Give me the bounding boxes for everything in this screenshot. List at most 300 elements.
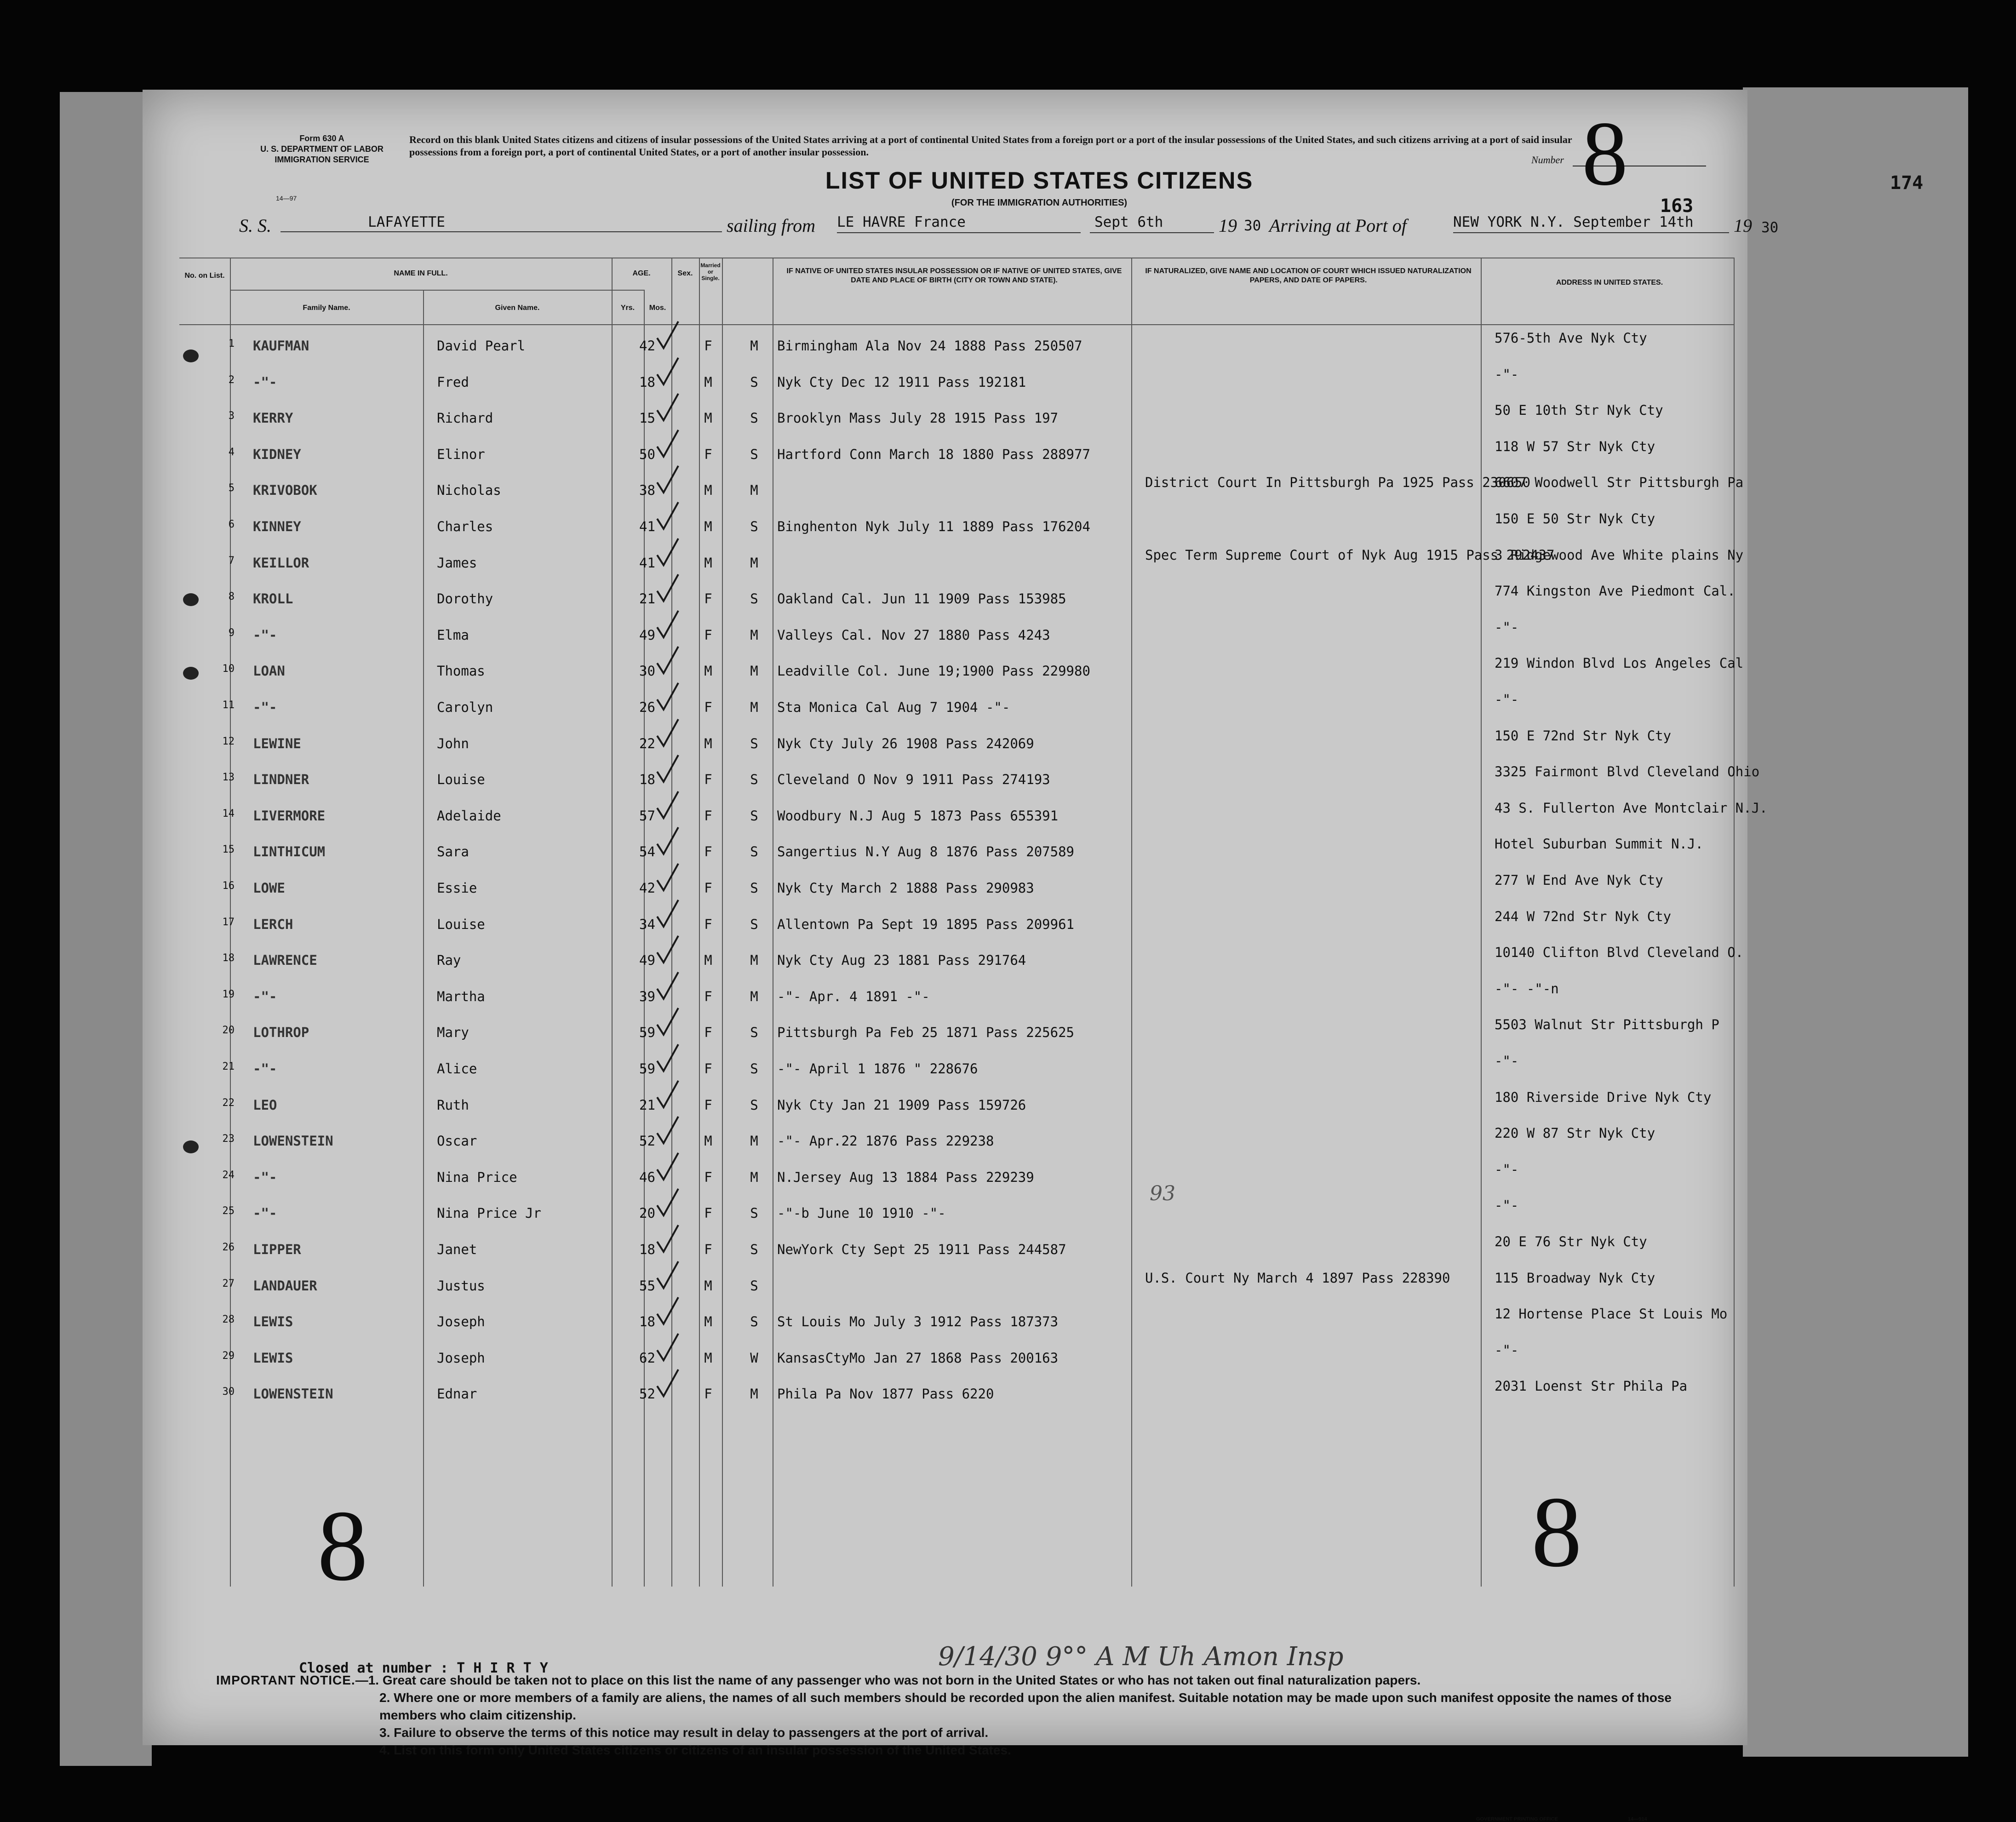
given-name: Joseph bbox=[437, 1350, 485, 1366]
year-suffix-1: 30 bbox=[1244, 218, 1261, 234]
family-name: -"- bbox=[253, 1169, 277, 1185]
notice-item-3: 3. Failure to observe the terms of this notice may result in delay to passengers at the port of arrival. bbox=[379, 1725, 989, 1740]
row-number: 3 bbox=[228, 410, 235, 422]
us-address: 3325 Fairmont Blvd Cleveland Ohio bbox=[1495, 764, 1760, 780]
row-number: 12 bbox=[222, 735, 235, 747]
age-years: 30 bbox=[639, 663, 655, 679]
row-number: 19 bbox=[222, 988, 235, 1000]
us-address: -"- bbox=[1495, 1161, 1519, 1177]
family-name: LOWE bbox=[253, 880, 285, 896]
birth-place-date: KansasCtyMo Jan 27 1868 Pass 200163 bbox=[777, 1350, 1059, 1366]
check-mark-icon bbox=[655, 1260, 681, 1292]
birth-place-date: Oakland Cal. Jun 11 1909 Pass 153985 bbox=[777, 591, 1066, 607]
family-name: LEWINE bbox=[253, 735, 301, 751]
sailing-from-label: sailing from bbox=[727, 215, 815, 236]
col-header-native: IF NATIVE OF UNITED STATES INSULAR POSSESSION OR IF NATIVE OF UNITED STATES, GIVE DATE AND PLACE OF BIRTH (CITY OR TOWN AND STATE). bbox=[786, 267, 1122, 284]
family-name: LOAN bbox=[253, 663, 285, 679]
row-number: 26 bbox=[222, 1242, 235, 1253]
age-years: 41 bbox=[639, 555, 655, 571]
marital-status: S bbox=[750, 591, 758, 607]
left-page-edge bbox=[60, 92, 152, 1766]
sex: F bbox=[704, 1242, 712, 1257]
notice-heading: IMPORTANT NOTICE. bbox=[216, 1673, 355, 1687]
family-name: LAWRENCE bbox=[253, 952, 317, 968]
age-years: 49 bbox=[639, 627, 655, 643]
page-title: LIST OF UNITED STATES CITIZENS bbox=[825, 167, 1254, 194]
family-name: KRIVOBOK bbox=[253, 482, 317, 498]
birth-place-date: Valleys Cal. Nov 27 1880 Pass 4243 bbox=[777, 627, 1050, 643]
family-name: KAUFMAN bbox=[253, 338, 309, 354]
us-address: -"- -"-n bbox=[1495, 980, 1559, 997]
notice-item-1-text: —1. Great care should be taken not to place on this list the name of any passenger who was not born in the United States or who has not taken out final naturalization papers. bbox=[355, 1673, 1421, 1687]
col-header-address: ADDRESS IN UNITED STATES. bbox=[1556, 279, 1663, 286]
marital-status: S bbox=[750, 772, 758, 788]
age-years: 21 bbox=[639, 591, 655, 607]
birth-place-date: -"- Apr. 4 1891 -"- bbox=[777, 988, 930, 1004]
age-years: 18 bbox=[639, 1314, 655, 1330]
sex: M bbox=[704, 735, 712, 751]
given-name: Thomas bbox=[437, 663, 485, 679]
check-mark-icon bbox=[655, 790, 681, 822]
sex: F bbox=[704, 591, 712, 607]
birth-place-date: Brooklyn Mass July 28 1915 Pass 197 bbox=[777, 410, 1059, 426]
row-number: 21 bbox=[222, 1061, 235, 1072]
given-name: John bbox=[437, 735, 469, 751]
marital-status: W bbox=[750, 1350, 758, 1366]
family-name: LANDAUER bbox=[253, 1278, 317, 1294]
age-years: 59 bbox=[639, 1061, 655, 1077]
manifest-sheet bbox=[143, 90, 1779, 1822]
sex: F bbox=[704, 699, 712, 715]
given-name: Louise bbox=[437, 916, 485, 932]
form-issuer bbox=[253, 133, 391, 165]
row-number: 8 bbox=[228, 591, 235, 603]
year-prefix-1: 19 bbox=[1219, 215, 1237, 236]
big-number-right: 8 bbox=[1531, 1476, 1582, 1588]
check-mark-icon bbox=[655, 934, 681, 966]
sex: M bbox=[704, 1278, 712, 1294]
marital-status: S bbox=[750, 1242, 758, 1257]
row-number: 28 bbox=[222, 1314, 235, 1326]
marital-status: M bbox=[750, 952, 758, 968]
given-name: Joseph bbox=[437, 1314, 485, 1330]
birth-place-date: Nyk Cty Jan 21 1909 Pass 159726 bbox=[777, 1097, 1026, 1113]
page-subtitle: (FOR THE IMMIGRATION AUTHORITIES) bbox=[951, 198, 1128, 208]
family-name: KIDNEY bbox=[253, 446, 301, 462]
row-number: 18 bbox=[222, 952, 235, 964]
check-mark-icon bbox=[655, 1151, 681, 1183]
age-years: 46 bbox=[639, 1169, 655, 1185]
sex: F bbox=[704, 1097, 712, 1113]
row-number: 6 bbox=[228, 519, 235, 530]
us-address: -"- bbox=[1495, 619, 1519, 635]
age-years: 42 bbox=[639, 880, 655, 896]
us-address: 6607 Woodwell Str Pittsburgh Pa bbox=[1495, 475, 1744, 491]
birth-place-date: Allentown Pa Sept 19 1895 Pass 209961 bbox=[777, 916, 1075, 932]
page-number: 174 bbox=[1890, 172, 1924, 194]
form-number: Form 630 A bbox=[299, 134, 344, 143]
row-number: 7 bbox=[228, 555, 235, 567]
departure-port: LE HAVRE France bbox=[837, 214, 1081, 233]
family-name: -"- bbox=[253, 988, 277, 1004]
marital-status: S bbox=[750, 1025, 758, 1041]
age-years: 18 bbox=[639, 1242, 655, 1257]
row-number: 14 bbox=[222, 808, 235, 819]
row-number: 24 bbox=[222, 1169, 235, 1181]
given-name: Elma bbox=[437, 627, 469, 643]
marital-status: S bbox=[750, 808, 758, 824]
col-header-married: Married or Single. bbox=[700, 262, 721, 281]
family-name: KINNEY bbox=[253, 519, 301, 534]
us-address: 576-5th Ave Nyk Cty bbox=[1495, 330, 1647, 346]
us-address: -"- bbox=[1495, 1342, 1519, 1358]
family-name: LEWIS bbox=[253, 1350, 293, 1366]
punch-hole bbox=[183, 350, 199, 362]
number-label: Number bbox=[1531, 154, 1564, 166]
birth-place-date: Nyk Cty March 2 1888 Pass 290983 bbox=[777, 880, 1034, 896]
us-address: -"- bbox=[1495, 1197, 1519, 1214]
age-years: 57 bbox=[639, 808, 655, 824]
age-years: 39 bbox=[639, 988, 655, 1004]
age-years: 49 bbox=[639, 952, 655, 968]
col-header-naturalized: IF NATURALIZED, GIVE NAME AND LOCATION OF COURT WHICH ISSUED NATURALIZATION PAPERS, AND DATE OF PAPERS. bbox=[1145, 267, 1472, 284]
us-address: 219 Windon Blvd Los Angeles Cal bbox=[1495, 655, 1744, 671]
us-address: 5503 Walnut Str Pittsburgh P bbox=[1495, 1017, 1719, 1033]
closed-value: T H I R T Y bbox=[457, 1660, 548, 1676]
us-address: -"- bbox=[1495, 692, 1519, 707]
family-name: KROLL bbox=[253, 591, 293, 607]
marital-status: S bbox=[750, 844, 758, 860]
family-name: LIVERMORE bbox=[253, 808, 326, 824]
marital-status: M bbox=[750, 627, 758, 643]
row-number: 11 bbox=[222, 699, 235, 711]
notice-item-1 bbox=[216, 1672, 1697, 1689]
col-header-age: AGE. bbox=[632, 269, 651, 277]
given-name: Adelaide bbox=[437, 808, 501, 824]
check-mark-icon bbox=[655, 609, 681, 641]
us-address: 12 Hortense Place St Louis Mo bbox=[1495, 1306, 1728, 1322]
birth-place-date: Nyk Cty Dec 12 1911 Pass 192181 bbox=[777, 374, 1026, 390]
age-years: 62 bbox=[639, 1350, 655, 1366]
marital-status: S bbox=[750, 519, 758, 534]
birth-place-date: Sta Monica Cal Aug 7 1904 -"- bbox=[777, 699, 1010, 715]
punch-hole bbox=[183, 667, 199, 680]
family-name: -"- bbox=[253, 627, 277, 643]
important-notice bbox=[216, 1672, 1697, 1759]
birth-place-date: Nyk Cty Aug 23 1881 Pass 291764 bbox=[777, 952, 1026, 968]
given-name: Mary bbox=[437, 1025, 469, 1041]
check-mark-icon bbox=[655, 1295, 681, 1328]
col-header-name: NAME IN FULL. bbox=[394, 269, 448, 277]
age-years: 55 bbox=[639, 1278, 655, 1294]
marital-status: S bbox=[750, 1061, 758, 1077]
us-address: 180 Riverside Drive Nyk Cty bbox=[1495, 1089, 1712, 1105]
given-name: Martha bbox=[437, 988, 485, 1004]
check-mark-icon bbox=[655, 753, 681, 785]
us-address: 2031 Loenst Str Phila Pa bbox=[1495, 1378, 1688, 1394]
family-name: KEILLOR bbox=[253, 555, 309, 571]
given-name: Nicholas bbox=[437, 482, 501, 498]
us-address: 20 E 76 Str Nyk Cty bbox=[1495, 1234, 1647, 1249]
sex: F bbox=[704, 916, 712, 932]
check-mark-icon bbox=[655, 1115, 681, 1147]
ship-name: LAFAYETTE bbox=[281, 214, 722, 232]
sex: F bbox=[704, 808, 712, 824]
notice-item-2: 2. Where one or more members of a family are aliens, the names of all such members should be recorded upon the alien manifest. Suitable notation may be made upon such manifest opposite the names of those members who claim citizenship. bbox=[379, 1690, 1672, 1722]
age-years: 18 bbox=[639, 772, 655, 788]
sex: F bbox=[704, 627, 712, 643]
check-mark-icon bbox=[655, 356, 681, 388]
us-address: 43 S. Fullerton Ave Montclair N.J. bbox=[1495, 800, 1768, 816]
family-name: LOTHROP bbox=[253, 1025, 309, 1041]
age-years: 52 bbox=[639, 1386, 655, 1402]
birth-place-date: Pittsburgh Pa Feb 25 1871 Pass 225625 bbox=[777, 1025, 1075, 1041]
check-mark-icon bbox=[655, 1332, 681, 1364]
row-number: 1 bbox=[228, 338, 235, 350]
list-number: 8 bbox=[1582, 103, 1628, 205]
marital-status: S bbox=[750, 735, 758, 751]
given-name: Carolyn bbox=[437, 699, 493, 715]
check-mark-icon bbox=[655, 825, 681, 858]
check-mark-icon bbox=[655, 898, 681, 930]
birth-place-date: St Louis Mo July 3 1912 Pass 187373 bbox=[777, 1314, 1059, 1330]
sex: F bbox=[704, 338, 712, 354]
check-mark-icon bbox=[655, 573, 681, 605]
sex: F bbox=[704, 1025, 712, 1041]
marital-status: S bbox=[750, 1205, 758, 1221]
given-name: Ruth bbox=[437, 1097, 469, 1113]
age-years: 21 bbox=[639, 1097, 655, 1113]
sex: M bbox=[704, 663, 712, 679]
ss-label: S. S. bbox=[239, 215, 271, 236]
family-name: LEO bbox=[253, 1097, 277, 1113]
closed-label: Closed at number : bbox=[299, 1660, 449, 1676]
sex: F bbox=[704, 1205, 712, 1221]
row-number: 4 bbox=[228, 446, 235, 458]
arrival-port-date: NEW YORK N.Y. September 14th bbox=[1453, 214, 1729, 233]
given-name: Louise bbox=[437, 772, 485, 788]
check-mark-icon bbox=[655, 392, 681, 424]
given-name: Elinor bbox=[437, 446, 485, 462]
check-mark-icon bbox=[655, 645, 681, 677]
sex: F bbox=[704, 1169, 712, 1185]
given-name: Nina Price bbox=[437, 1169, 517, 1185]
check-mark-icon bbox=[655, 320, 681, 352]
naturalization: U.S. Court Ny March 4 1897 Pass 228390 bbox=[1145, 1270, 1450, 1286]
age-years: 22 bbox=[639, 735, 655, 751]
marital-status: M bbox=[750, 699, 758, 715]
form-code: 14—97 bbox=[276, 195, 297, 202]
us-address: 118 W 57 Str Nyk Cty bbox=[1495, 438, 1655, 454]
sex: F bbox=[704, 1061, 712, 1077]
check-mark-icon bbox=[655, 1079, 681, 1111]
given-name: David Pearl bbox=[437, 338, 526, 354]
check-mark-icon bbox=[655, 970, 681, 1003]
right-page-edge bbox=[1743, 87, 1968, 1757]
given-name: Janet bbox=[437, 1242, 477, 1257]
us-address: -"- bbox=[1495, 1053, 1519, 1069]
given-name: James bbox=[437, 555, 477, 571]
age-years: 34 bbox=[639, 916, 655, 932]
margin-note: 93 bbox=[1150, 1182, 1175, 1205]
check-mark-icon bbox=[655, 717, 681, 750]
age-years: 20 bbox=[639, 1205, 655, 1221]
year-prefix-2: 19 bbox=[1734, 215, 1752, 236]
age-years: 52 bbox=[639, 1133, 655, 1149]
family-name: -"- bbox=[253, 1205, 277, 1221]
sex: F bbox=[704, 844, 712, 860]
row-number: 25 bbox=[222, 1205, 235, 1217]
family-name: LEWIS bbox=[253, 1314, 293, 1330]
col-header-no: No. on List. bbox=[184, 272, 225, 280]
col-header-mos: Mos. bbox=[649, 304, 666, 312]
col-header-yrs: Yrs. bbox=[620, 304, 635, 312]
given-name: Justus bbox=[437, 1278, 485, 1294]
sex: M bbox=[704, 555, 712, 571]
us-address: 3 Ridgewood Ave White plains Ny bbox=[1495, 547, 1744, 563]
family-name: LINTHICUM bbox=[253, 844, 326, 860]
marital-status: M bbox=[750, 1169, 758, 1185]
row-number: 13 bbox=[222, 772, 235, 784]
check-mark-icon bbox=[655, 537, 681, 569]
us-address: 277 W End Ave Nyk Cty bbox=[1495, 872, 1663, 888]
form-instructions: Record on this blank United States citizens and citizens of insular possessions of the United States arriving at a port of continental United States from a foreign port or a port of the insular possessions of the United States, and such citizens arriving at a port of said insular possessions from a foreign port, a port of continental United States, or a port of another insular possession. bbox=[409, 134, 1572, 158]
family-name: LIPPER bbox=[253, 1242, 301, 1257]
age-years: 54 bbox=[639, 844, 655, 860]
birth-place-date: -"-b June 10 1910 -"- bbox=[777, 1205, 946, 1221]
birth-place-date: -"- April 1 1876 " 228676 bbox=[777, 1061, 978, 1077]
sex: M bbox=[704, 519, 712, 534]
col-header-given: Given Name. bbox=[495, 304, 540, 312]
age-years: 15 bbox=[639, 410, 655, 426]
family-name: LOWENSTEIN bbox=[253, 1386, 333, 1402]
marital-status: S bbox=[750, 1097, 758, 1113]
birth-place-date: Sangertius N.Y Aug 8 1876 Pass 207589 bbox=[777, 844, 1075, 860]
name-header-rule bbox=[230, 290, 644, 291]
family-name: LINDNER bbox=[253, 772, 309, 788]
age-years: 50 bbox=[639, 446, 655, 462]
sex: M bbox=[704, 410, 712, 426]
check-mark-icon bbox=[655, 428, 681, 460]
marital-status: M bbox=[750, 555, 758, 571]
marital-status: M bbox=[750, 1386, 758, 1402]
age-years: 26 bbox=[639, 699, 655, 715]
department: U. S. DEPARTMENT OF LABOR bbox=[260, 144, 384, 154]
row-number: 15 bbox=[222, 844, 235, 856]
row-number: 17 bbox=[222, 916, 235, 928]
arriving-label: Arriving at Port of bbox=[1269, 215, 1407, 236]
given-name: Ednar bbox=[437, 1386, 477, 1402]
row-number: 22 bbox=[222, 1097, 235, 1109]
sex: F bbox=[704, 772, 712, 788]
check-mark-icon bbox=[655, 1187, 681, 1219]
given-name: Alice bbox=[437, 1061, 477, 1077]
sex: M bbox=[704, 952, 712, 968]
service: IMMIGRATION SERVICE bbox=[275, 155, 369, 164]
check-mark-icon bbox=[655, 500, 681, 533]
marital-status: M bbox=[750, 482, 758, 498]
printer: GOVERNMENT PRINTING OFFICE bbox=[1476, 1816, 1558, 1822]
us-address: 774 Kingston Ave Piedmont Cal. bbox=[1495, 583, 1735, 599]
row-number: 20 bbox=[222, 1025, 235, 1037]
sex: M bbox=[704, 1350, 712, 1366]
birth-place-date: Birmingham Ala Nov 24 1888 Pass 250507 bbox=[777, 338, 1082, 354]
family-name: LOWENSTEIN bbox=[253, 1133, 333, 1149]
family-name: -"- bbox=[253, 374, 277, 390]
header-bottom-rule bbox=[179, 324, 1734, 325]
sex: M bbox=[704, 1133, 712, 1149]
check-mark-icon bbox=[655, 1223, 681, 1255]
departure-date: Sept 6th bbox=[1090, 214, 1214, 233]
us-address: Hotel Suburban Summit N.J. bbox=[1495, 836, 1703, 852]
punch-hole bbox=[183, 1140, 199, 1153]
check-mark-icon bbox=[655, 681, 681, 713]
birth-place-date: Leadville Col. June 19;1900 Pass 229980 bbox=[777, 663, 1090, 679]
sex: F bbox=[704, 446, 712, 462]
given-name: Fred bbox=[437, 374, 469, 390]
given-name: Ray bbox=[437, 952, 461, 968]
sex: F bbox=[704, 1386, 712, 1402]
row-number: 23 bbox=[222, 1133, 235, 1145]
marital-status: S bbox=[750, 1278, 758, 1294]
marital-status: S bbox=[750, 446, 758, 462]
naturalization: District Court In Pittsburgh Pa 1925 Pass 230650 bbox=[1145, 475, 1531, 491]
marital-status: S bbox=[750, 880, 758, 896]
birth-place-date: Binghenton Nyk July 11 1889 Pass 176204 bbox=[777, 519, 1090, 534]
us-address: 150 E 72nd Str Nyk Cty bbox=[1495, 728, 1672, 744]
us-address: 244 W 72nd Str Nyk Cty bbox=[1495, 908, 1672, 924]
row-number: 29 bbox=[222, 1350, 235, 1362]
sex: F bbox=[704, 880, 712, 896]
row-number: 30 bbox=[222, 1386, 235, 1398]
birth-place-date: N.Jersey Aug 13 1884 Pass 229239 bbox=[777, 1169, 1034, 1185]
list-number-stamp: 163 bbox=[1660, 195, 1694, 217]
sex: M bbox=[704, 482, 712, 498]
marital-status: S bbox=[750, 410, 758, 426]
us-address: -"- bbox=[1495, 366, 1519, 382]
row-number: 5 bbox=[228, 482, 235, 494]
big-number-left: 8 bbox=[317, 1490, 368, 1602]
col-rule-11 bbox=[1734, 258, 1735, 1587]
marital-status: S bbox=[750, 374, 758, 390]
age-years: 18 bbox=[639, 374, 655, 390]
age-years: 42 bbox=[639, 338, 655, 354]
birth-place-date: Woodbury N.J Aug 5 1873 Pass 655391 bbox=[777, 808, 1059, 824]
given-name: Essie bbox=[437, 880, 477, 896]
sex: M bbox=[704, 374, 712, 390]
check-mark-icon bbox=[655, 464, 681, 496]
given-name: Nina Price Jr bbox=[437, 1205, 541, 1221]
punch-hole bbox=[183, 593, 199, 606]
col-header-sex: Sex. bbox=[677, 269, 693, 277]
marital-status: M bbox=[750, 1133, 758, 1149]
birth-place-date: -"- Apr.22 1876 Pass 229238 bbox=[777, 1133, 994, 1149]
naturalization: Spec Term Supreme Court of Nyk Aug 1915 Pass 292437 bbox=[1145, 547, 1555, 563]
check-mark-icon bbox=[655, 1043, 681, 1075]
family-name: -"- bbox=[253, 699, 277, 715]
given-name: Dorothy bbox=[437, 591, 493, 607]
row-number: 16 bbox=[222, 880, 235, 892]
us-address: 220 W 87 Str Nyk Cty bbox=[1495, 1125, 1655, 1141]
sex: M bbox=[704, 1314, 712, 1330]
birth-place-date: NewYork Cty Sept 25 1911 Pass 244587 bbox=[777, 1242, 1066, 1257]
birth-place-date: Cleveland O Nov 9 1911 Pass 274193 bbox=[777, 772, 1050, 788]
us-address: 50 E 10th Str Nyk Cty bbox=[1495, 402, 1663, 418]
given-name: Sara bbox=[437, 844, 469, 860]
birth-place-date: Hartford Conn March 18 1880 Pass 288977 bbox=[777, 446, 1090, 462]
age-years: 38 bbox=[639, 482, 655, 498]
us-address: 10140 Clifton Blvd Cleveland O. bbox=[1495, 945, 1744, 961]
